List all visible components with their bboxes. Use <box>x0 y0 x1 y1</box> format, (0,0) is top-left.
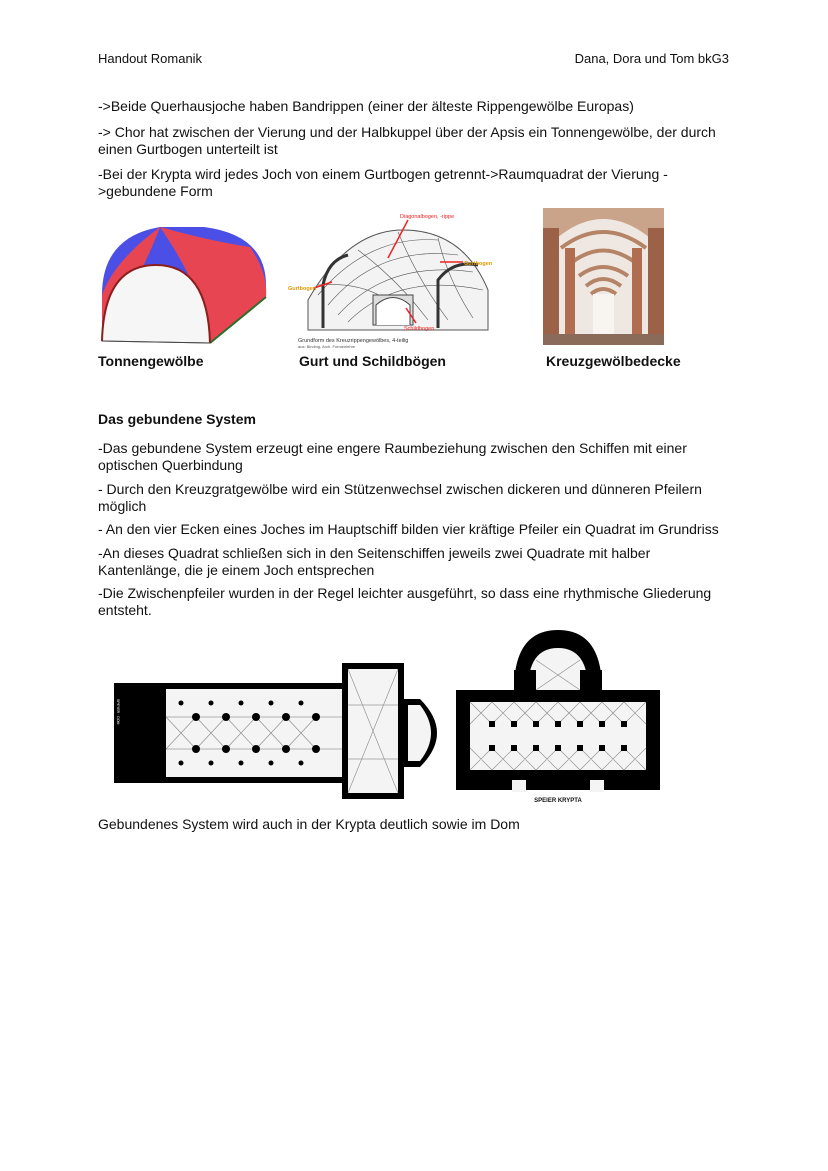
caption-cross-vault: Kreuzgewölbedecke <box>546 353 681 369</box>
crypt-floor-plan <box>456 630 660 806</box>
caption-rib-vault: Gurt und Schildbögen <box>299 353 446 369</box>
section-point-2: - Durch den Kreuzgratgewölbe wird ein Stützenwechsel zwischen dickeren und dünneren Pfeilern möglich <box>98 481 702 514</box>
nave-photo <box>543 208 664 345</box>
rib-label-schild: Schildbogen <box>404 326 435 332</box>
cathedral-floor-plan <box>104 659 449 799</box>
rib-label-gurt-left: Gurtbogen <box>288 286 317 292</box>
header-left: Handout Romanik <box>98 51 203 66</box>
rib-figure-caption: Grundform des Kreuzrippengewölbes, 4-teilig <box>298 338 409 344</box>
header-right: Dana, Dora und Tom bkG3 <box>574 51 729 66</box>
section-title: Das gebundene System <box>98 411 256 427</box>
rib-label-diagonal: Diagonalbogen, -rippe <box>400 214 455 220</box>
intro-paragraph-1: ->Beide Querhausjoche haben Bandrippen (einer der älteste Rippengewölbe Europas) <box>98 98 634 114</box>
section-point-5: -Die Zwischenpfeiler wurden in der Regel leichter ausgeführt, so dass eine rhythmische Gliederung entsteht. <box>98 585 712 618</box>
section-point-3: - An den vier Ecken eines Joches im Hauptschiff bilden vier kräftige Pfeiler ein Quadrat im Grundriss <box>98 521 719 537</box>
section-point-4: -An dieses Quadrat schließen sich in den Seitenschiffen jeweils zwei Quadrate mit halber Kantenlänge, die je einem Joch entsprechen <box>98 545 651 578</box>
intro-paragraph-3: -Bei der Krypta wird jedes Joch von einem Gurtbogen getrennt->Raumquadrat der Vierung ->gebundene Form <box>98 166 668 199</box>
rib-figure-source: aus: Binding, Arch. Formenlehre <box>298 344 356 349</box>
plan-side-label: SPEYER · DOM <box>116 699 120 725</box>
rib-label-gurt-right: Gurtbogen <box>464 261 493 267</box>
intro-paragraph-2: -> Chor hat zwischen der Vierung und der Halbkuppel über der Apsis ein Tonnengewölbe, der durch einen Gurtbogen unterteilt ist <box>98 124 716 157</box>
barrel-vault-figure <box>100 225 270 347</box>
section-point-1: -Das gebundene System erzeugt eine engere Raumbeziehung zwischen den Schiffen mit einer optischen Querbindung <box>98 440 687 473</box>
rib-vault-figure <box>288 210 503 350</box>
caption-barrel-vault: Tonnengewölbe <box>98 353 204 369</box>
closing-sentence: Gebundenes System wird auch in der Krypta deutlich sowie im Dom <box>98 816 520 832</box>
crypt-label: SPEIER KRYPTA <box>534 798 582 804</box>
